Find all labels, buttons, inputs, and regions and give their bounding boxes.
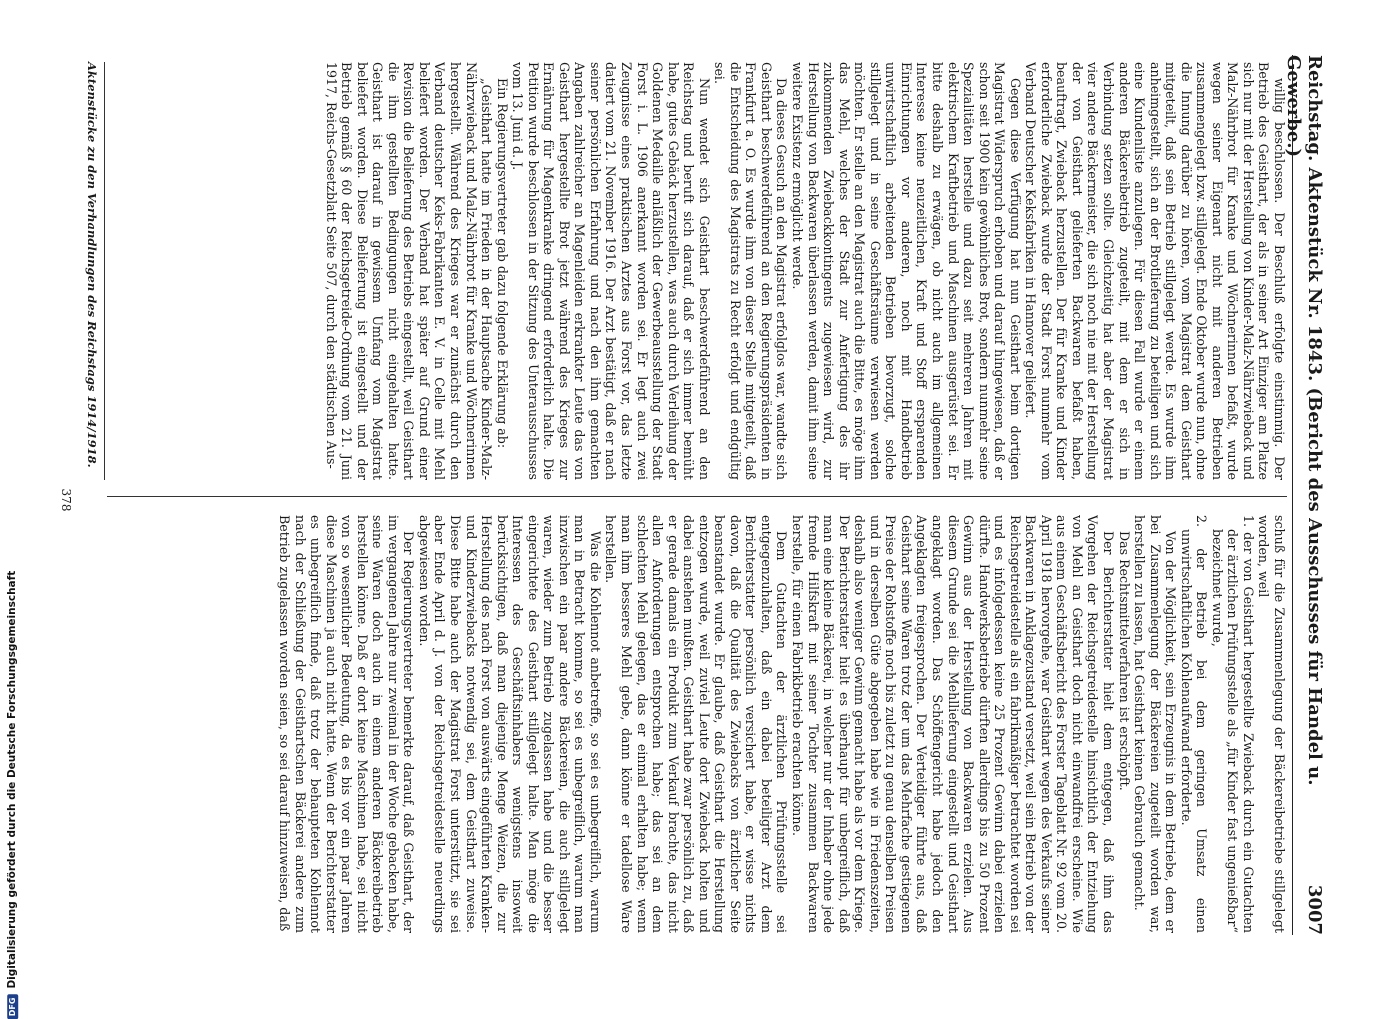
- left-column: [107, 62, 1287, 480]
- paragraph: Dem Gutachten der ärztlichen Prüfungsstelle sei entgegenzuhalten, daß ein dabei beteiligter Arzt dem Berichterstatter persönlich versichert habe, er wisse nichts davon, daß die Qualität des Zwiebacks von ärztlicher Seite beanstandet wurde. Er glaube, daß Geisthart die Herstellung entzogen wurde, weil zuviel Leute dort Zwieback holten und dabei anstehen mußten. Geisthart habe zwar persönlich zu, daß er gerade damals ein Produkt zum Verkauf brachte, das nicht allen Anforderungen entsprochen habe; das sei an dem schlechten Mehl gelegen, das er einmal erhalten habe; wenn man ihm besseres Mehl gebe, dann könne er tadellose Ware herstellen.: [603, 515, 790, 933]
- page-title: Reichstag. Aktenstück Nr. 1843. (Bericht des Ausschusses für Handel u. Gewerbe.): [1283, 55, 1325, 786]
- paragraph: „Geisthart hatte im Frieden in der Hauptsache Kinder-Malz-Nährzwieback und Malz-Nährbrot für Kranke und Wöchnerinnen hergestellt. Während des Krieges war er zunächst durch den Verband deutscher Keks-Fabrikanten E. V. in Celle mit Mehl beliefert worden. Der Verband hat später auf Grund einer Revision die Belieferung des Betriebs eingestellt, weil Geisthart die ihm gestellten Bedingungen nicht eingehalten hatte. Geisthart ist darauf in gewissem Umfang vom Magistrat beliefert worden. Diese Belieferung ist eingestellt und der Betrieb gemäß § 60 der Reichsgetreide-Ordnung vom 21. Juni 1917, Reichs-Gesetzblatt Seite 507, durch den städtischen Aus-: [323, 62, 495, 480]
- header-rule: [1292, 55, 1293, 935]
- paragraph: Das Rechtsmittelverfahren ist erschöpft.: [1116, 531, 1132, 791]
- page-header: [1283, 55, 1325, 935]
- page-number: 3007: [1304, 884, 1325, 935]
- paragraph: Der Regierungsvertreter bemerkte darauf, daß Geisthart, der im vergangenen Jahre nur zweimal in der Woche gebacken habe, seine Waren doch auch in einem anderen Bäckereibetrieb herstellen könne. Daß er dort keine Maschinen habe, sei nicht von so wesentlicher Bedeutung, da es bis vor ein paar Jahren diese Maschinen ja auch nicht hatte. Wenn der Berichterstatter es unbegreiflich finde, daß trotz der behaupteten Kohlennot nach der Schließung der Geisthartschen Bäckerei andere zum Betrieb zugelassen worden seien, so sei darauf hinzuweisen, daß: [277, 515, 417, 933]
- dfg-logo: DFG: [7, 995, 18, 1019]
- paragraph: willig beschlossen. Der Beschluß erfolgte einstimmig. Der Betrieb des Geisthart, der als in seiner Art Einziger am Platze sich nur mit der Herstellung von Kinder-Malz-Nährzwieback und Malz-Nährbrot für Kranke und Wöchnerinnen befaßt, wurde wegen seiner Eigenart nicht mit anderen Betrieben zusammengelegt bzw. stillgelegt. Ende Oktober wurde nun, ohne die Innung darüber zu hören, vom Magistrat dem Geisthart mitgeteilt, daß sein Betrieb stillgelegt werde. Es wurde ihm anheimgestellt, sich an der Brotlieferung zu beteiligen und sich eine Kundenliste anzulegen. Für diesen Fall wurde er einem anderen Bäckereibetrieb zugeteilt, mit dem er sich in Verbindung setzen sollte. Gleichzeitig hat aber der Magistrat vier andere Bäckermeister, die sich noch nie mit der Herstellung der von Geisthart gelieferten Backwaren befaßt haben, beauftragt, Zwieback herzustellen. Der für Kranke und Kinder erforderliche Zwieback wurde der Stadt Forst nunmehr vom Verband Deutscher Keksfabriken in Hannover geliefert.: [1023, 62, 1287, 480]
- signature-number: 378: [59, 488, 73, 512]
- footer-rule: [104, 62, 105, 480]
- paragraph: Da dieses Gesuch an den Magistrat erfolglos war, wandte sich Geisthart beschwerdeführend an den Regierungspräsidenten in Frankfurt a. O. Es wurde ihm von dieser Stelle mitgeteilt, daß die Entscheidung des Magistrats zu Recht erfolgt und endgültig sei.: [712, 62, 790, 480]
- paragraph: Gegen diese Verfügung hat nun Geisthart beim dortigen Magistrat Widerspruch erhoben und darauf hingewiesen, daß er schon seit 1900 kein gewöhnliches Brot, sondern nunmehr seine Spezialitäten herstelle und dazu seit mehreren Jahren mit elektrischem Kraftbetrieb und Maschinen ausgerüstet sei. Er bitte deshalb zu erwägen, ob nicht auch im allgemeinen Interesse keine neuzeitlichen, Kraft und Stoff ersparenden Einrichtungen vor anderen, noch mit Handbetrieb unwirtschaftlich arbeitenden Betrieben bevorzugt, solche stillgelegt und in seine Geschäftsräume verwiesen werden möchten. Er stelle an den Magistrat auch die Bitte, es möge ihm das Mehl, welches der Stadt zur Anfertigung des ihr zukommenden Zwiebackkontingents zugewiesen wird, zur Herstellung von Backwaren überlassen werden, damit ihm seine weitere Existenz ermöglicht werde.: [790, 62, 1023, 480]
- column-divider: [107, 496, 1287, 497]
- list-item: 2. der Betrieb bei dem geringen Umsatz einen unwirtschaftlichen Kohlenaufwand erforderte.: [1178, 515, 1210, 933]
- credit-text: Digitalisierung gefördert durch die Deutsche Forschungsgemeinschaft: [6, 570, 18, 989]
- footer-text: Aktenstücke zu den Verhandlungen des Reichstags 1914/1918.: [85, 62, 99, 468]
- paragraph: Ein Regierungsvertreter gab dazu folgende Erklärung ab:: [494, 78, 510, 449]
- paragraph: Was die Kohlennot anbetreffe, so sei es unbegreiflich, warum man in Betracht komme, so sei es unbegreiflich, warum man inzwischen ein paar andere Bäckereien, die auch stillgelegt waren, wieder zum Betrieb zugelassen habe und die besser eingerichtete des Geisthart stillgelegt halte. Man möge die Interessen des Geschäftsinhabers wenigstens insoweit berücksichtigen, daß man diejenige Menge Weizen, die zur Herstellung des nach Forst von auswärts eingeführten Kranken- und Kinderzwiebacks notwendig sei, dem Geisthart zuweise. Diese Bitte habe auch der Magistrat Forst unterstützt, sie sei aber Ende April d. J. von der Reichsgetreidestelle neuerdings abgewiesen worden.: [416, 515, 603, 933]
- right-column-lead: schuß für die Zusammenlegung der Bäckereibetriebe stillgelegt worden, weil: [1256, 515, 1287, 933]
- paragraph: Von der Möglichkeit, sein Erzeugnis in dem Betriebe, dem er bei Zusammenlegung der Bäckereien zugeteilt worden war, herstellen zu lassen, hat Geisthart keinen Gebrauch gemacht.: [1132, 515, 1179, 933]
- right-column: [107, 515, 1287, 933]
- paragraph: Der Berichterstatter hielt dem entgegen, daß ihm das Vorgehen der Reichsgetreidestelle hinsichtlich der Entziehung von Mehl an Geisthart doch nicht einwandfrei erscheine. Wie aus einem Geschäftsbericht des Forster Tageblatt Nr. 92 vom 20. April 1918 hervorgehe, war Geisthart wegen des Verkaufs seiner Backwaren in Anklagezustand versetzt, weil sein Betrieb von der Reichsgetreidestelle als ein fabrikmäßiger betrachtet worden sei und es infolgedessen keine 25 Prozent Gewinn dabei erzielen dürfte. Handwerksbetriebe dürften allerdings bis zu 50 Prozent Gewinn aus der Herstellung von Backwaren erzielen. Aus diesem Grunde sei die Mehllieferung eingestellt und Geisthart angeklagt worden. Das Schöffengericht habe jedoch den Angeklagten freigesprochen. Der Verteidiger führte aus, daß Geisthart seine Waren trotz der um das Mehrfache gestiegenen Preise der Rohstoffe noch bis zuletzt zu genau denselben Preisen und in derselben Güte abgegeben habe wie in Friedenszeiten, deshalb also weniger Gewinn gemacht habe als vor dem Kriege. Der Berichterstatter hielt es überhaupt für unbegreiflich, daß man eine kleine Bäckerei, in welcher nur der Inhaber ohne jede fremde Hilfskraft mit seiner Tochter zusammen Backwaren herstelle, für einen Fabrikbetrieb erachten könne.: [790, 515, 1116, 933]
- paragraph: Nun wendet sich Geisthart beschwerdeführend an den Reichstag und beruft sich darauf, daß er sich immer bemüht habe, gutes Gebäck herzustellen, was auch durch Verleihung der Goldenen Medaille anläßlich der Gewerbeausstellung der Stadt Forst i. L. 1906 anerkannt worden sei. Er legt auch zwei Zeugnisse eines praktischen Arztes aus Forst vor, das letzte datiert vom 21. November 1916. Der Arzt bestätigt, daß er nach seiner persönlichen Erfahrung und nach den ihm gemachten Angaben zahlreicher an Magenleiden erkrankter Leute das von Geisthart hergestellte Brot jetzt während des Krieges zur Ernährung für Magenkranke dringend erforderlich halte. Die Petition wurde beschlossen in der Sitzung des Unterausschusses vom 13. Juni d. J.: [510, 62, 712, 480]
- list-item: 1. der von Geisthart hergestellte Zwieback durch ein Gutachten der ärztlichen Prüfungsstelle als „für Kinder fast ungenießbar“ bezeichnet wurde,: [1209, 515, 1256, 933]
